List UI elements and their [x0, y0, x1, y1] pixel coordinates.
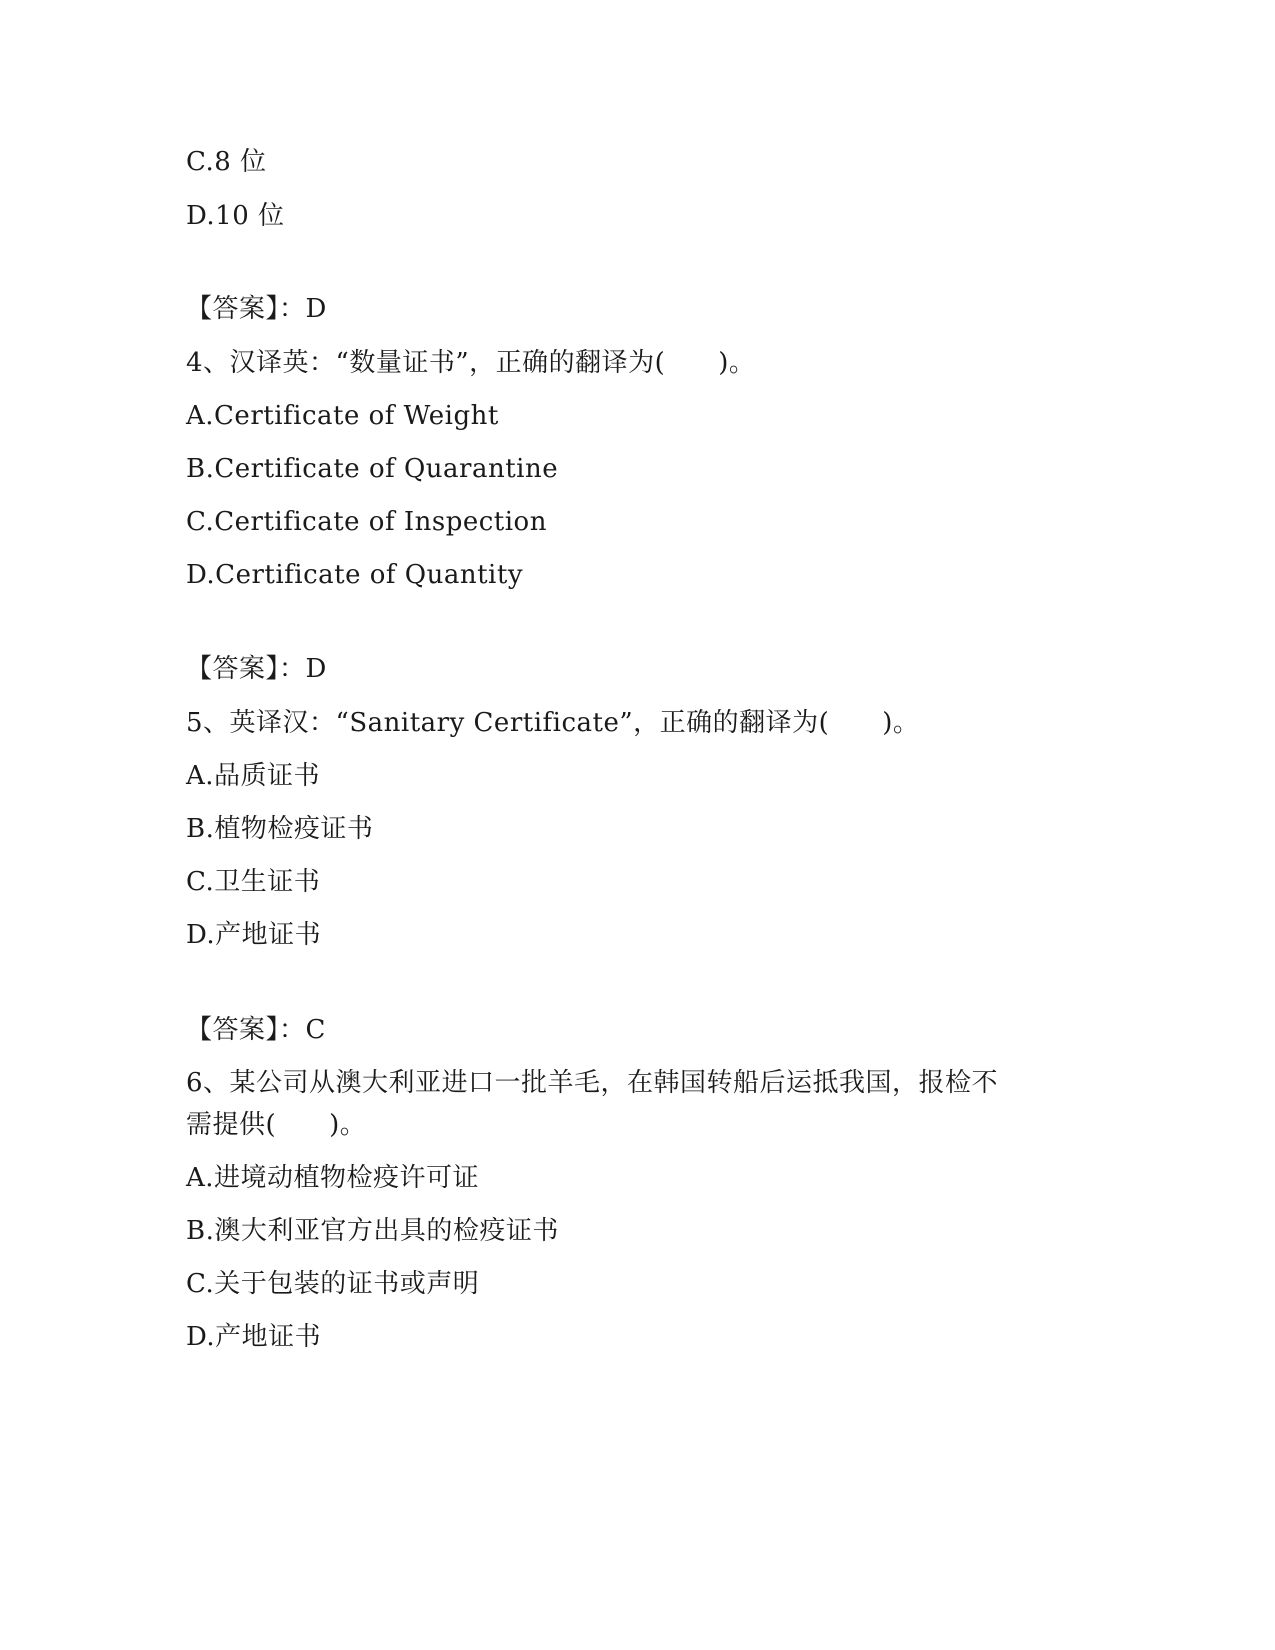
- q6-option-d: D.产地证书: [186, 1322, 322, 1352]
- q5-stem: 5、英译汉：“Sanitary Certificate”，正确的翻译为( )。: [186, 708, 920, 738]
- q6-option-c: C.关于包装的证书或声明: [186, 1269, 480, 1299]
- q5-option-a: A.品质证书: [186, 761, 321, 791]
- q5-option-c: C.卫生证书: [186, 867, 321, 897]
- q6-option-a: A.进境动植物检疫许可证: [186, 1163, 480, 1193]
- q3-option-d: D.10 位: [186, 201, 285, 231]
- q4-option-c: C.Certificate of Inspection: [186, 507, 547, 537]
- q4-option-d: D.Certificate of Quantity: [186, 560, 524, 590]
- q5-option-b: B.植物检疫证书: [186, 814, 374, 844]
- q5-answer: 【答案】：C: [186, 1015, 326, 1045]
- q3-option-c: C.8 位: [186, 147, 267, 177]
- q4-stem: 4、汉译英：“数量证书”，正确的翻译为( )。: [186, 348, 756, 378]
- q4-option-b: B.Certificate of Quarantine: [186, 454, 559, 484]
- q5-option-d: D.产地证书: [186, 920, 322, 950]
- q4-answer: 【答案】：D: [186, 654, 327, 684]
- q6-stem-line2: 需提供( )。: [186, 1110, 367, 1140]
- q3-answer: 【答案】：D: [186, 294, 327, 324]
- q4-option-a: A.Certificate of Weight: [186, 401, 499, 431]
- q6-option-b: B.澳大利亚官方出具的检疫证书: [186, 1216, 559, 1246]
- q6-stem-line1: 6、某公司从澳大利亚进口一批羊毛，在韩国转船后运抵我国，报检不: [186, 1068, 999, 1098]
